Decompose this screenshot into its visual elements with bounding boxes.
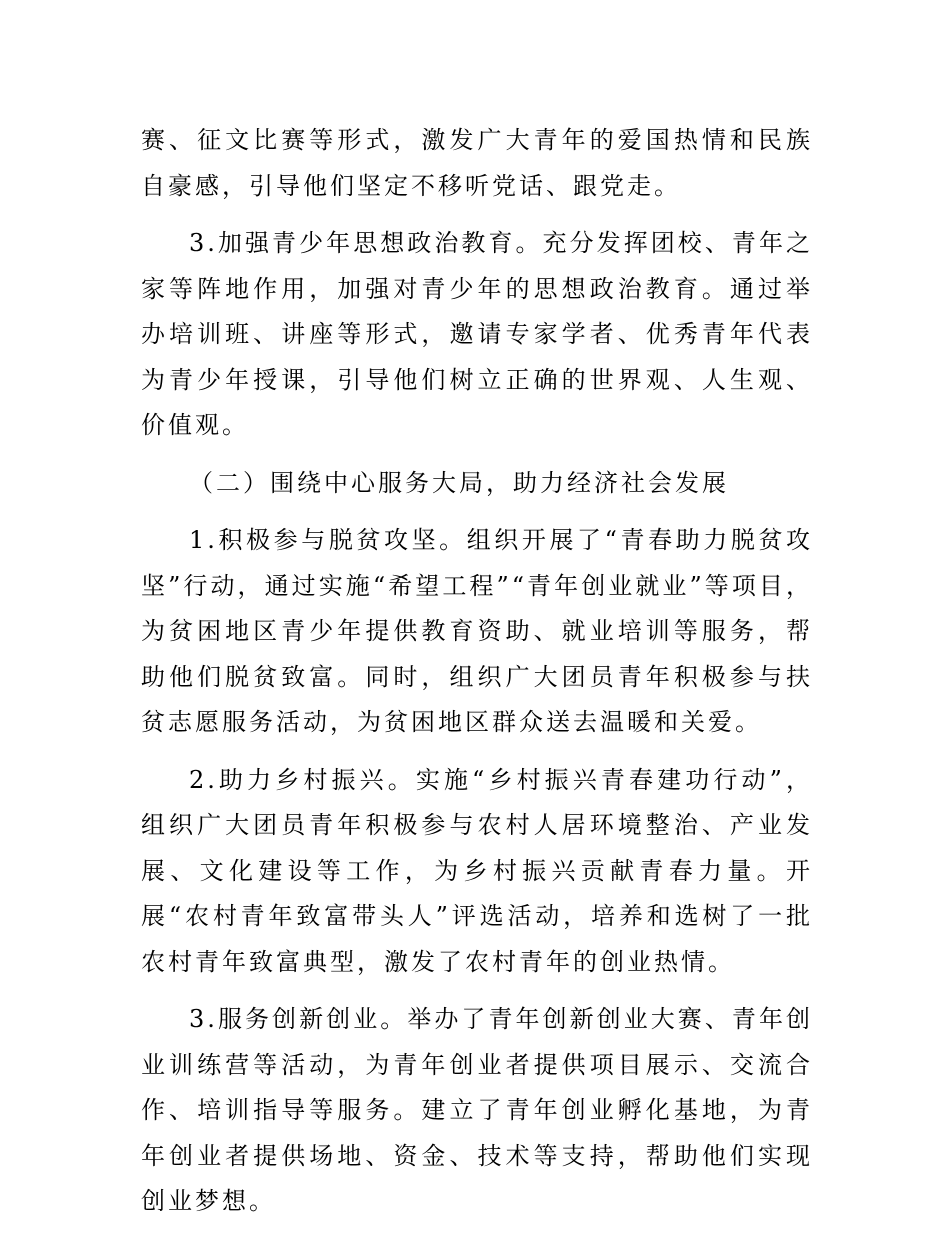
- paragraph-item-3-ideological-education: 3.加强青少年思想政治教育。充分发挥团校、青年之家等阵地作用，加强对青少年的思想政治教育。通过举办培训班、讲座等形式，邀请专家学者、优秀青年代表为青少年授课，引导他们树立正确的世界观、人生观、价值观。: [141, 229, 813, 439]
- paragraph-continuation: 赛、征文比赛等形式，激发广大青年的爱国热情和民族自豪感，引导他们坚定不移听党话、跟党走。: [141, 126, 813, 200]
- paragraph-item-2-rural-revitalization: 2.助力乡村振兴。实施“乡村振兴青春建功行动”，组织广大团员青年积极参与农村人居环境整治、产业发展、文化建设等工作，为乡村振兴贡献青春力量。开展“农村青年致富带头人”评选活动，培养和选树了一批农村青年致富典型，激发了农村青年的创业热情。: [141, 765, 813, 976]
- document-body: [141, 118, 813, 1237]
- paragraph-item-3-innovation-entrepreneurship: 3.服务创新创业。举办了青年创新创业大赛、青年创业训练营等活动，为青年创业者提供项目展示、交流合作、培训指导等服务。建立了青年创业孵化基地，为青年创业者提供场地、资金、技术等支持，帮助他们实现创业梦想。: [141, 1005, 813, 1215]
- paragraph-item-1-poverty-alleviation: 1.积极参与脱贫攻坚。组织开展了“青春助力脱贫攻坚”行动，通过实施“希望工程”“青年创业就业”等项目，为贫困地区青少年提供教育资助、就业培训等服务，帮助他们脱贫致富。同时，组织广大团员青年积极参与扶贫志愿服务活动，为贫困地区群众送去温暖和关爱。: [141, 526, 813, 736]
- section-heading-2: （二）围绕中心服务大局，助力经济社会发展: [189, 468, 729, 497]
